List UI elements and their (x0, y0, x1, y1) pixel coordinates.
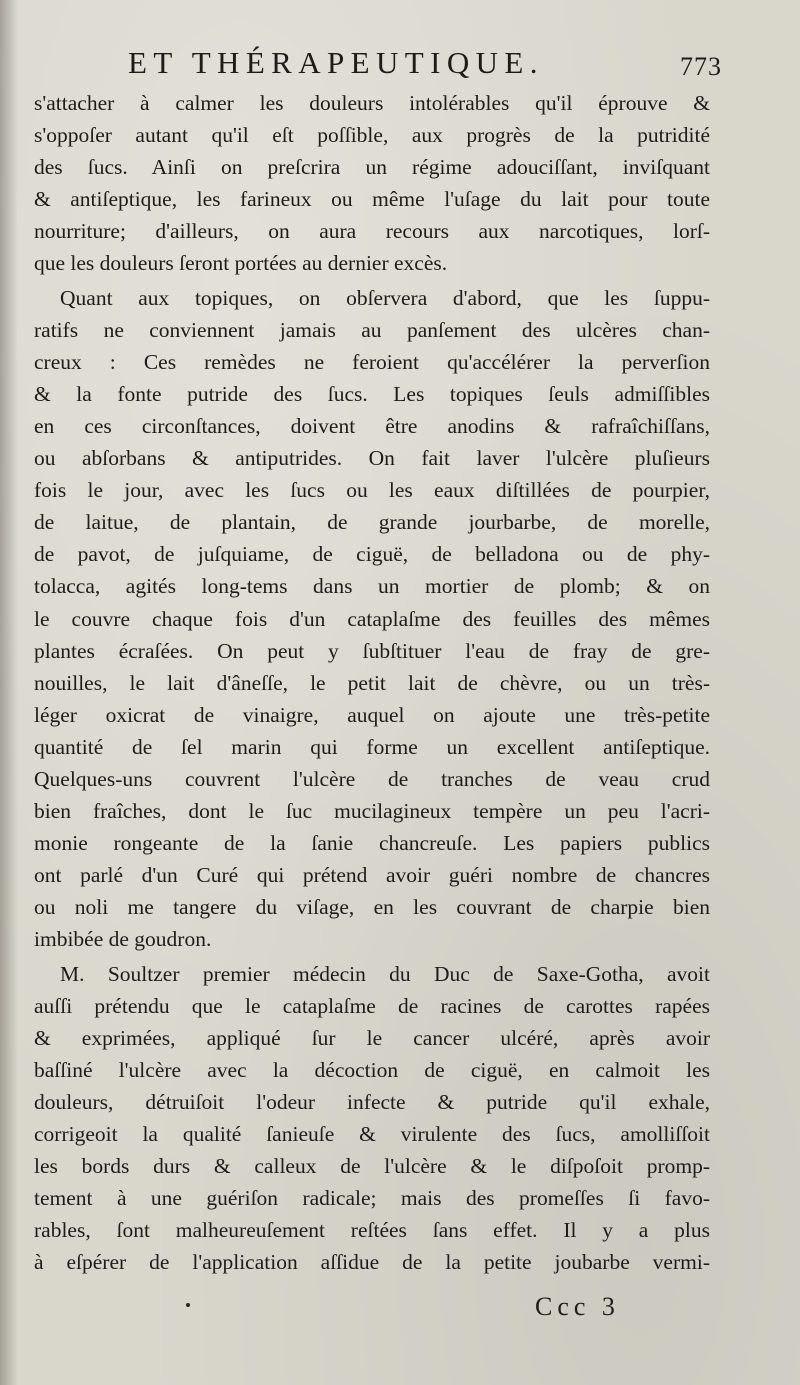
text-line: des ſucs. Ainſi on preſcrira un régime adouciſſant, inviſquant (34, 155, 710, 180)
text-line: ratifs ne conviennent jamais au panſement des ulcères chan- (34, 317, 710, 342)
paragraph-1 (34, 87, 710, 280)
text-line: imbibée de goudron. (34, 927, 212, 952)
text-line: corrigeoit la qualité ſanieuſe & virulente des ſucs, amolliſſoit (34, 1122, 710, 1146)
text-line: creux : Ces remèdes ne feroient qu'accélérer la perverſion (34, 349, 710, 374)
text-line: s'oppoſer autant qu'il eſt poſſible, aux progrès de la putridité (34, 123, 710, 148)
text-line: & la fonte putride des ſucs. Les topiques ſeuls admiſſibles (34, 381, 710, 406)
text-line: fois le jour, avec les ſucs ou les eaux diſtillées de pourpier, (34, 478, 710, 503)
text-line: quantité de ſel marin qui forme un excellent antiſeptique. (34, 734, 710, 759)
text-line: rables, ſont malheureuſement reſtées ſans effet. Il y a plus (34, 1218, 710, 1243)
page-gutter-shadow (0, 0, 18, 1385)
text-line: & exprimées, appliqué ſur le cancer ulcéré, après avoir (34, 1025, 710, 1050)
body-text (34, 87, 710, 1278)
text-line: baſſiné l'ulcère avec la décoction de ciguë, en calmoit les (34, 1057, 710, 1082)
text-line: les bords durs & calleux de l'ulcère & le diſpoſoit promp- (34, 1154, 710, 1179)
page-number: 773 (680, 52, 722, 81)
running-head: ET THÉRAPEUTIQUE. (128, 45, 544, 80)
text-line: bien fraîches, dont le ſuc mucilagineux tempère un peu l'acri- (34, 799, 710, 824)
text-line: Quant aux topiques, on obſervera d'abord, que les ſuppu- (60, 285, 710, 310)
text-line: plantes écraſées. On peut y ſubſtituer l'eau de fray de gre- (34, 638, 710, 663)
text-line: de laitue, de plantain, de grande jourbarbe, de morelle, (34, 510, 710, 535)
text-line: M. Soultzer premier médecin du Duc de Saxe-Gotha, avoit (60, 961, 710, 986)
text-line: nouilles, le lait d'âneſſe, le petit lait de chèvre, ou un très- (34, 670, 710, 695)
text-line: auſſi prétendu que le cataplaſme de racines de carottes rapées (34, 993, 710, 1018)
ink-dot (186, 1303, 190, 1307)
text-line: tement à une guériſon radicale; mais des promeſſes ſi favo- (34, 1186, 710, 1211)
text-line: que les douleurs ſeront portées au dernier excès. (34, 251, 448, 276)
text-line: ou noli me tangere du viſage, en les couvrant de charpie bien (34, 895, 710, 920)
text-line: tolacca, agités long-tems dans un mortier de plomb; & on (34, 574, 710, 599)
text-line: le couvre chaque fois d'un cataplaſme des feuilles des mêmes (34, 606, 710, 631)
text-line: léger oxicrat de vinaigre, auquel on ajoute une très-petite (34, 702, 710, 727)
text-line: Quelques-uns couvrent l'ulcère de tranches de veau crud (34, 766, 710, 791)
signature-mark: Ccc 3 (535, 1292, 620, 1321)
text-line: monie rongeante de la ſanie chancreuſe. Les papiers publics (34, 831, 710, 856)
text-line: ont parlé d'un Curé qui prétend avoir guéri nombre de chancres (34, 863, 710, 888)
text-line: & antiſeptique, les farineux ou même l'uſage du lait pour toute (34, 187, 710, 212)
text-line: en ces circonſtances, doivent être anodins & rafraîchiſſans, (34, 413, 710, 438)
text-line: douleurs, détruiſoit l'odeur infecte & putride qu'il exhale, (34, 1089, 710, 1114)
text-line: ou abſorbans & antiputrides. On fait laver l'ulcère pluſieurs (34, 446, 710, 471)
paragraph-3 (34, 958, 710, 1279)
paragraph-2 (34, 282, 710, 956)
text-line: à eſpérer de l'application aſſidue de la petite joubarbe vermi- (34, 1250, 710, 1275)
text-line: de pavot, de juſquiame, de ciguë, de belladona ou de phy- (34, 542, 710, 567)
text-line: nourriture; d'ailleurs, on aura recours aux narcotiques, lorſ- (34, 219, 710, 244)
text-line: s'attacher à calmer les douleurs intolérables qu'il éprouve & (34, 91, 710, 115)
page-header (0, 44, 800, 88)
footer (535, 1291, 620, 1325)
